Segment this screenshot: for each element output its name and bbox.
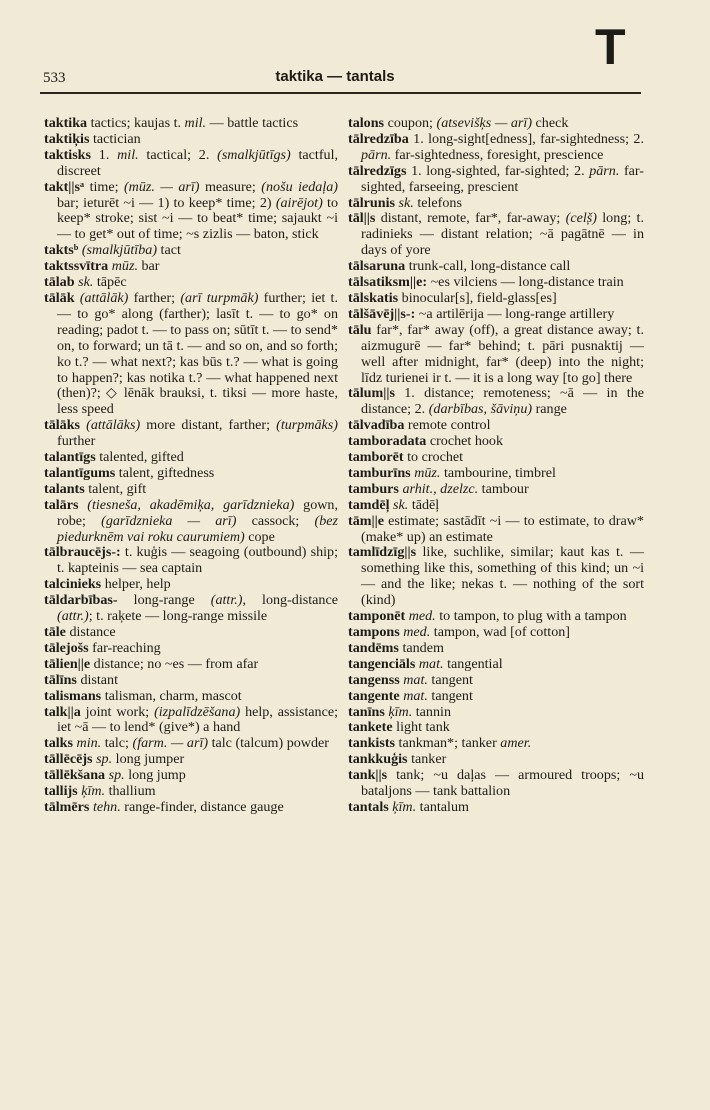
entry-definition: tactician [92,130,141,147]
entry-definition: measure; [199,178,262,195]
entry-definition: 1. [98,146,118,163]
dictionary-entry [348,800,644,816]
entry-definition: joint work; [85,703,155,720]
dictionary-entry [44,625,338,641]
entry-label: (attālāks) [86,417,141,434]
dictionary-entry [44,800,338,816]
entry-headword: talons [348,115,385,131]
entry-headword: tālu [348,321,372,338]
entry-definition: range [532,401,567,418]
dictionary-entry [348,752,644,768]
entry-definition: talent, gift [88,480,147,497]
entry-headword: talismans [44,687,102,704]
entry-label: min. [76,735,102,752]
entry-headword: talantīgs [44,449,96,466]
dictionary-entry [44,148,338,180]
entry-definition: light tank [396,719,450,736]
entry-definition: talisman, charm, mascot [104,687,242,704]
entry-definition: tactical; 2. [138,146,218,163]
entry-headword: tālredzīgs [348,162,407,179]
entry-headword: tankists [348,735,395,752]
entry-headword: taktika [44,115,88,131]
entry-definition: like, suchlike, similar; kaut kas t. — something like this, something of this kind; un ~i — and the like; nekas t. — nothing of the sort (kind) [361,544,644,609]
entry-definition: tactful, discreet [57,146,339,179]
entry-headword: talk||a [44,703,81,720]
entry-definition: tactics; kaujas t. [90,115,185,131]
dictionary-entry [348,466,644,482]
entry-label: (tiesneša, akadēmiķa, garīdznieka) [87,496,295,513]
entry-headword: tālāks [44,417,81,434]
entry-definition: remote control [407,417,491,434]
entry-headword: takt||sᵃ [44,178,85,195]
dictionary-entry [44,132,338,148]
entry-definition: distance; no ~es — from afar [93,655,259,672]
entry-label: (attr.) [210,592,243,609]
entry-definition: further; iet t. — to go* along (farther); lasīt t. — to go* on reading; padot t. — to pass on; sūtīt t. — to send* on, to forward; un tā t. — and so on, and so forth; ko t.? — what next?; kas būs t.? — what is going to happen?; kas notika t.? — what happened next (then)?; ◇ lēnāk brauksi, t. tiksi — more haste, less speed [57,289,338,418]
running-head: taktika — tantals [275,68,395,85]
dictionary-entry [348,736,644,752]
entry-definition: tangential [443,655,503,672]
entry-definition: thallium [105,783,156,800]
entry-definition: tank; ~u daļas — armoured troops; ~u bataljons — tank battalion [361,767,644,800]
entry-label: sp. [96,751,113,768]
entry-definition: to crochet [407,449,464,466]
entry-label: sk. [398,194,414,211]
dictionary-entry [44,705,338,737]
entry-headword: tālsaruna [348,258,406,275]
entry-definition: to tampon, to plug with a tampon [435,608,627,625]
entry-definition: distance [69,624,116,640]
entry-label: (izpalīdzēšana) [154,703,241,720]
dictionary-entry [44,482,338,498]
entry-label: ķīm. [392,798,417,815]
header-rule [40,92,641,94]
dictionary-entry [44,784,338,800]
dictionary-entry [44,243,338,259]
left-column [44,116,338,816]
entry-label: sk. [78,274,94,291]
dictionary-entry [348,545,644,609]
dictionary-entry [348,514,644,546]
entry-definition: estimate; sastādīt ~i — to estimate, to draw* (make* up) an estimate [361,512,644,545]
dictionary-entry [348,641,644,657]
dictionary-entry [44,689,338,705]
dictionary-entry [348,482,644,498]
entry-headword: taktssvītra [44,258,109,275]
page-number: 533 [43,70,66,86]
entry-headword: tamburs [348,480,399,497]
dictionary-entry [348,386,644,418]
dictionary-entry [348,132,644,164]
entry-headword: tāllēcējs [44,751,93,768]
entry-definition: long jumper [112,751,185,768]
dictionary-entry [44,180,338,244]
entry-headword: talants [44,480,85,497]
entry-definition: distant [80,671,119,688]
entry-definition: binocular[s], field-glass[es] [401,289,557,306]
entry-label: mūz. [414,464,441,481]
entry-headword: tāle [44,624,66,640]
entry-label: pārn. [361,146,392,163]
entry-headword: taktiķis [44,130,90,147]
entry-definition: 1. distance; remoteness; ~ā — in the distance; 2. [361,385,644,418]
entry-headword: tamlīdzīg||s [348,544,417,561]
dictionary-entry [44,291,338,418]
entry-definition: tambourine, timbrel [440,464,556,481]
dictionary-entry [44,498,338,546]
entry-definition: far-sightedness, foresight, prescience [391,146,604,163]
entry-headword: tālum||s [348,385,395,402]
dictionary-entry [348,720,644,736]
entry-definition: tantalum [416,798,469,815]
entry-label: mat. [403,671,428,688]
entry-headword: tāl||s [348,210,376,227]
dictionary-entry [348,657,644,673]
entry-headword: talcinieks [44,576,102,593]
entry-label: med. [408,608,436,625]
entry-headword: tandēms [348,639,399,656]
entry-label: (darbības, šāviņu) [428,401,533,418]
entry-definition: further [57,433,96,450]
entry-headword: tamdēļ [348,496,390,513]
entry-definition: coupon; [387,115,437,131]
dictionary-entry [348,259,644,275]
entry-headword: tangente [348,687,400,704]
entry-headword: tālšāvēj||s-: [348,305,416,322]
entry-label: sp. [108,767,125,784]
entry-label: (atsevišķs — arī) [436,115,533,131]
entry-definition: distant, remote, far*, far-away; [380,210,566,227]
entry-headword: tālejošs [44,639,89,656]
entry-label: pārn. [589,162,620,179]
entry-headword: tālmērs [44,798,90,815]
entry-headword: tamponēt [348,608,406,625]
entry-label: mil. [117,146,139,163]
dictionary-entry [348,164,644,196]
entry-headword: taktsᵇ [44,242,79,259]
entry-definition: cassock; [236,512,315,529]
entry-label: (farm. — arī) [132,735,209,752]
entry-definition: bar; ieturēt ~i — 1) to keep* time; 2) [57,194,276,211]
entry-definition: 1. long-sighted, far-sighted; 2. [411,162,590,179]
entry-definition: tandem [402,639,444,656]
entry-definition: tampon, wad [of cotton] [430,624,570,640]
dictionary-entry [348,689,644,705]
entry-label: mūz. [111,258,138,275]
entry-label: (nošu iedaļa) [261,178,338,195]
entry-definition: ~a artilērija — long-range artillery [418,305,615,322]
entry-definition: more distant, farther; [140,417,277,434]
dictionary-entry [348,705,644,721]
entry-definition: trunk-call, long-distance call [408,258,571,275]
entry-label: sk. [393,496,409,513]
entry-definition: 1. long-sight[edness], far-sightedness; 2. [413,130,644,147]
entry-definition: gown, robe; [57,496,338,529]
entry-headword: tālbraucējs-: [44,544,121,561]
dictionary-entry [44,752,338,768]
dictionary-entry [348,609,644,625]
entry-label: mil. [184,115,207,131]
entry-headword: tālrunis [348,194,395,211]
entry-headword: tāllēkšana [44,767,106,784]
entry-label: med. [403,624,431,640]
dictionary-entry [44,593,338,625]
entry-headword: tangenciāls [348,655,416,672]
entry-label: tehn. [92,798,121,815]
dictionary-entry [44,466,338,482]
entry-definition: check [532,115,569,131]
entry-headword: tantals [348,798,389,815]
entry-definition: tādēļ [408,496,440,513]
entry-definition: , long-distance [242,592,338,609]
entry-headword: tālāk [44,289,75,306]
entry-definition: cope [244,528,275,545]
entry-label: amer. [500,735,532,752]
entry-headword: tanīns [348,703,385,720]
dictionary-entry [348,418,644,434]
entry-headword: talks [44,735,73,752]
entry-definition: long-range [133,592,211,609]
dictionary-entry [44,577,338,593]
entry-definition: talent, giftedness [118,464,215,481]
entry-label: (airējot) [275,194,323,211]
dictionary-entry [44,418,338,450]
entry-definition: t. kuģis — seagoing (outbound) ship; t. kapteinis — sea captain [57,544,338,577]
entry-definition: range-finder, distance gauge [120,798,284,815]
entry-label: (attālāk) [79,289,129,306]
entry-definition: tanker [411,751,447,768]
dictionary-entry [348,275,644,291]
entry-headword: tālīns [44,671,77,688]
dictionary-entry [44,673,338,689]
entry-headword: tālab [44,274,75,291]
dictionary-entry [44,657,338,673]
entry-headword: taktisks [44,146,91,163]
entry-definition: bar [137,258,160,275]
dictionary-entry [44,768,338,784]
entry-headword: tamborēt [348,449,404,466]
entry-label: ķīm. [81,783,106,800]
entry-headword: tampons [348,624,400,640]
dictionary-entry [348,768,644,800]
dictionary-entry [348,307,644,323]
entry-label: (arī turpmāk) [180,289,259,306]
entry-label: (smalkjūtība) [81,242,158,259]
entry-definition: ; t. raķete — long-range missile [88,608,268,625]
entry-headword: tank||s [348,767,388,784]
entry-definition: long jump [124,767,186,784]
entry-headword: tamboradata [348,433,427,450]
dictionary-entry [348,434,644,450]
dictionary-entry [44,275,338,291]
entry-label: (smalkjūtīgs) [217,146,291,163]
entry-headword: talārs [44,496,79,513]
entry-definition: ~es vilciens — long-distance train [430,274,624,291]
entry-definition: — battle tactics [206,115,299,131]
entry-definition: tangent [427,671,473,688]
entry-definition: farther; [128,289,181,306]
entry-definition: to keep* stroke; sist ~i — to beat* time; sajaukt ~i — to get* out of time; ~s zizlis — baton, stick [57,194,338,243]
entry-definition: helper, help [104,576,171,593]
entry-definition: tankman*; tanker [398,735,501,752]
entry-definition: help, assistance; iet ~ā — to lend* (give*) a hand [57,703,338,736]
section-letter: T [595,19,626,75]
entry-definition: tāpēc [93,274,127,291]
dictionary-entry [348,211,644,259]
dictionary-entry [44,736,338,752]
entry-headword: tālvadība [348,417,405,434]
entry-headword: tallijs [44,783,78,800]
entry-label: mat. [418,655,444,672]
dictionary-entry [348,673,644,689]
entry-label: (mūz. — arī) [123,178,200,195]
entry-definition: talc; [101,735,133,752]
right-column [348,116,644,816]
entry-label: (garīdznieka — arī) [101,512,237,529]
dictionary-entry [348,625,644,641]
entry-headword: tālsatiksm||e: [348,274,428,291]
entry-definition: telefons [413,194,462,211]
entry-definition: tangent [427,687,473,704]
entry-label: mat. [403,687,428,704]
dictionary-entry [44,450,338,466]
entry-headword: tankkuģis [348,751,408,768]
entry-headword: tāldarbības- [44,592,118,609]
dictionary-entry [348,498,644,514]
dictionary-entry [44,116,338,132]
dictionary-entry [44,641,338,657]
dictionary-entry [348,291,644,307]
entry-definition: long; t. radinieks — distant relation; ~ā pagātnē — in days of yore [361,210,644,259]
dictionary-entry [348,196,644,212]
dictionary-entry [44,259,338,275]
entry-headword: tām||e [348,512,384,529]
entry-label: arhit., dzelzc. [402,480,479,497]
entry-headword: tālskatis [348,289,399,306]
entry-definition: far*, far* away (off), a great distance away; t. aizmugurē — far* behind; t. pāri pusnaktij — well after midnight, far* (deep) into the night; līdz turienei ir t. — it is a long way [to go] there [361,321,644,386]
entry-definition: talented, gifted [99,449,184,466]
entry-definition: tambour [478,480,529,497]
dictionary-entry [44,545,338,577]
dictionary-entry [348,323,644,387]
entry-definition: time; [89,178,124,195]
entry-headword: tālredzība [348,130,409,147]
entry-label: (attr.) [57,608,89,625]
entry-headword: tālien||e [44,655,91,672]
entry-headword: tamburīns [348,464,411,481]
entry-definition: talc (talcum) powder [208,735,329,752]
entry-label: ķīm. [388,703,413,720]
entry-label: (cel̦š) [565,210,597,227]
entry-definition: far-sighted, farseeing, prescient [361,162,644,195]
dictionary-entry [348,116,644,132]
entry-label: (turpmāks) [276,417,338,434]
entry-label: (bez piedurknēm vai roku caurumiem) [57,512,338,545]
entry-headword: tankete [348,719,393,736]
entry-definition: far-reaching [92,639,161,656]
dictionary-entry [348,450,644,466]
entry-headword: talantīgums [44,464,116,481]
entry-definition: tact [157,242,181,259]
entry-headword: tangenss [348,671,400,688]
entry-definition: tannin [412,703,451,720]
entry-definition: crochet hook [429,433,504,450]
